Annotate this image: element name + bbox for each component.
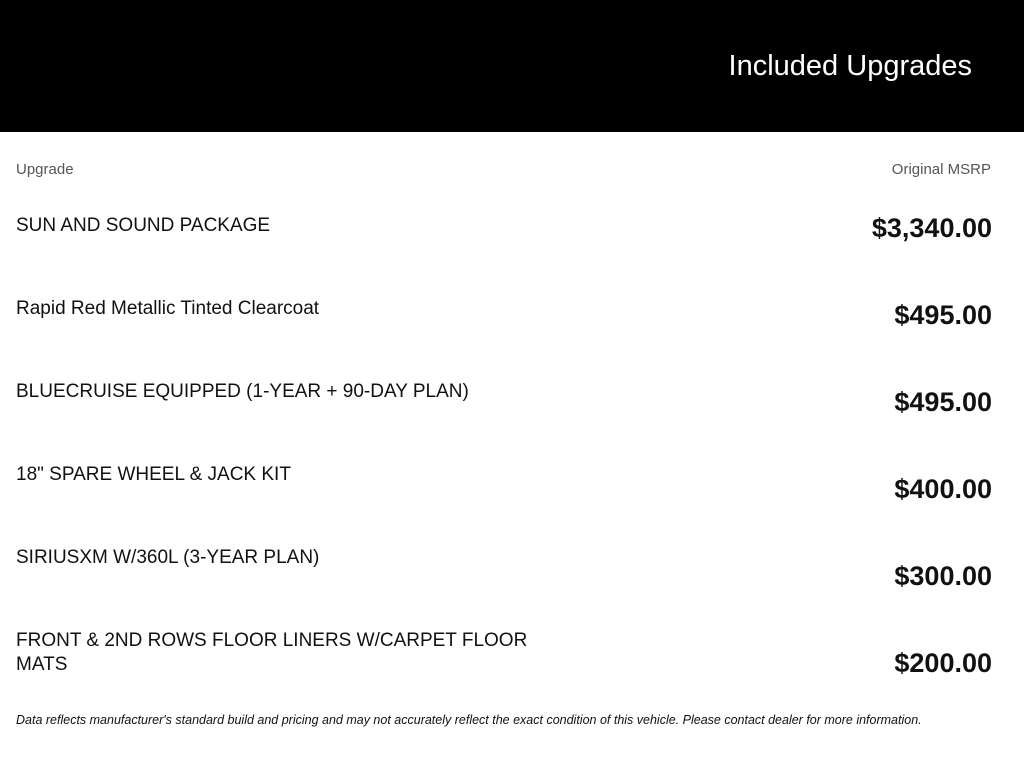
upgrade-name: SUN AND SOUND PACKAGE [16, 215, 271, 236]
column-headers [16, 161, 991, 179]
upgrade-row [16, 214, 992, 274]
upgrade-name: SIRIUSXM W/360L (3-YEAR PLAN) [16, 547, 320, 568]
upgrade-name: Rapid Red Metallic Tinted Clearcoat [16, 298, 320, 319]
upgrade-price: $300.00 [894, 561, 992, 591]
upgrade-row [16, 546, 992, 606]
upgrade-name: FRONT & 2ND ROWS FLOOR LINERS W/CARPET FLOOR MATS [16, 630, 528, 675]
header-bar [0, 0, 1024, 132]
upgrade-row [16, 463, 992, 523]
upgrade-name: 18" SPARE WHEEL & JACK KIT [16, 464, 291, 485]
column-header-upgrade: Upgrade [16, 161, 74, 178]
upgrade-price: $495.00 [894, 387, 992, 417]
upgrade-row [16, 629, 992, 689]
disclaimer: Data reflects manufacturer's standard build and pricing and may not accurately reflect the exact condition of this vehicle. Please contact dealer for more information. [16, 713, 922, 727]
page-title: Included Upgrades [728, 50, 972, 82]
upgrade-price: $495.00 [894, 300, 992, 330]
upgrade-price: $200.00 [894, 648, 992, 678]
upgrade-price: $400.00 [894, 474, 992, 504]
upgrade-row [16, 380, 992, 440]
column-header-msrp: Original MSRP [891, 161, 991, 178]
upgrade-name: BLUECRUISE EQUIPPED (1-YEAR + 90-DAY PLAN) [16, 381, 469, 402]
upgrade-row [16, 297, 992, 357]
upgrade-price: $3,340.00 [871, 213, 992, 243]
